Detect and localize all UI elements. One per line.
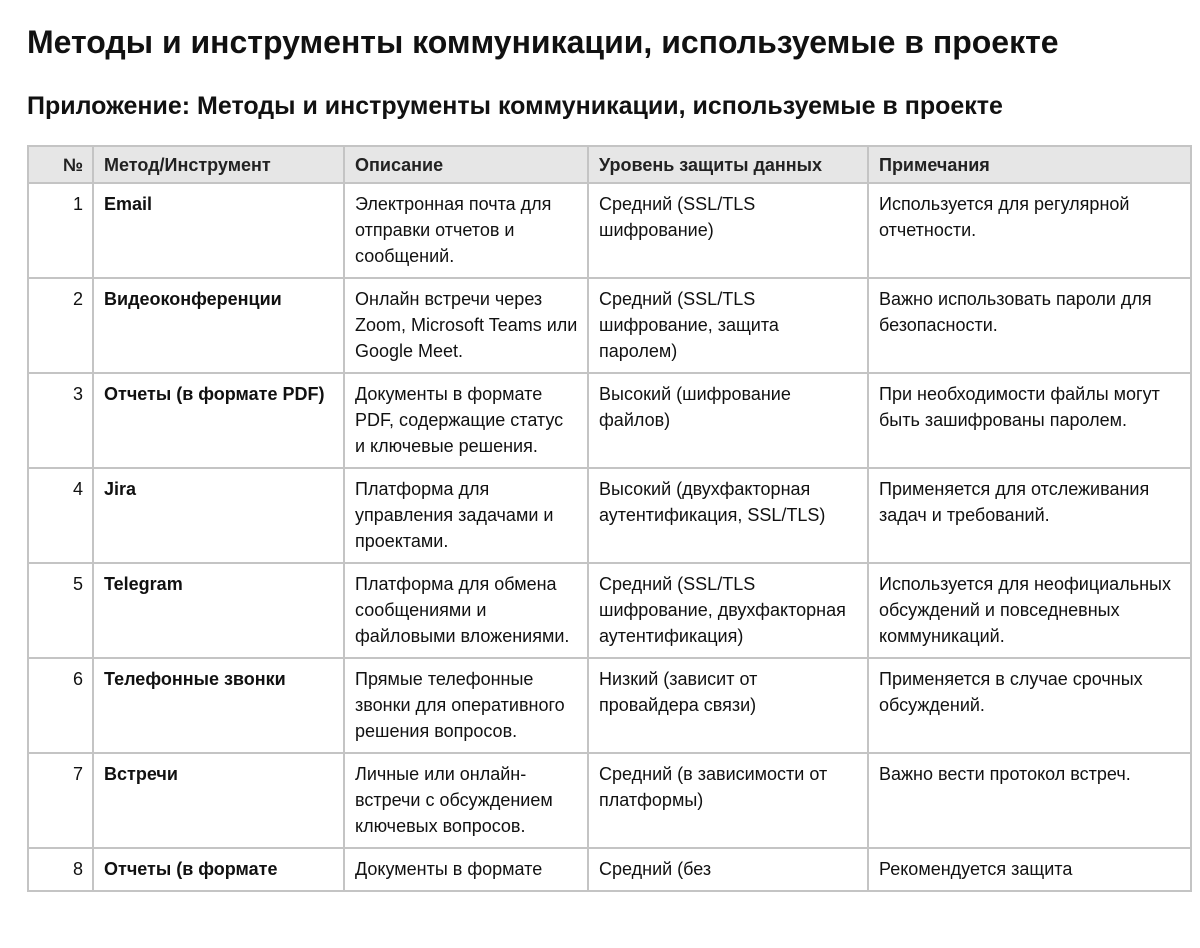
cell-method: Email [93, 183, 344, 278]
cell-num: 7 [28, 753, 93, 848]
cell-notes: Важно вести протокол встреч. [868, 753, 1191, 848]
table-row [28, 848, 1191, 891]
header-num: № [28, 146, 93, 183]
cell-description: Платформа для обмена сообщениями и файловыми вложениями. [344, 563, 588, 658]
cell-notes: Используется для регулярной отчетности. [868, 183, 1191, 278]
cell-method: Jira [93, 468, 344, 563]
cell-protection: Высокий (шифрование файлов) [588, 373, 868, 468]
cell-num: 1 [28, 183, 93, 278]
header-protection: Уровень защиты данных [588, 146, 868, 183]
cell-method: Видеоконференции [93, 278, 344, 373]
table-row [28, 658, 1191, 753]
cell-method: Телефонные звонки [93, 658, 344, 753]
cell-description: Прямые телефонные звонки для оперативного решения вопросов. [344, 658, 588, 753]
cell-notes: При необходимости файлы могут быть зашифрованы паролем. [868, 373, 1191, 468]
cell-method: Отчеты (в формате PDF) [93, 373, 344, 468]
cell-description: Личные или онлайн-встречи с обсуждением ключевых вопросов. [344, 753, 588, 848]
cell-notes: Важно использовать пароли для безопасности. [868, 278, 1191, 373]
cell-num: 2 [28, 278, 93, 373]
communication-methods-table [27, 145, 1192, 892]
header-notes: Примечания [868, 146, 1191, 183]
cell-method: Отчеты (в формате [93, 848, 344, 891]
header-method: Метод/Инструмент [93, 146, 344, 183]
cell-notes: Рекомендуется защита [868, 848, 1191, 891]
cell-description: Электронная почта для отправки отчетов и сообщений. [344, 183, 588, 278]
table-row [28, 183, 1191, 278]
cell-notes: Используется для неофициальных обсуждений и повседневных коммуникаций. [868, 563, 1191, 658]
table-row [28, 468, 1191, 563]
cell-method: Telegram [93, 563, 344, 658]
table-row [28, 753, 1191, 848]
cell-num: 6 [28, 658, 93, 753]
cell-description: Документы в формате [344, 848, 588, 891]
cell-protection: Средний (SSL/TLS шифрование) [588, 183, 868, 278]
page-title: Методы и инструменты коммуникации, используемые в проекте [27, 24, 1059, 60]
table-header-row [28, 146, 1191, 183]
cell-num: 8 [28, 848, 93, 891]
cell-protection: Средний (без [588, 848, 868, 891]
cell-protection: Низкий (зависит от провайдера связи) [588, 658, 868, 753]
cell-protection: Средний (SSL/TLS шифрование, защита паролем) [588, 278, 868, 373]
table-row [28, 373, 1191, 468]
cell-protection: Средний (SSL/TLS шифрование, двухфакторная аутентификация) [588, 563, 868, 658]
section-title: Приложение: Методы и инструменты коммуникации, используемые в проекте [27, 92, 1003, 120]
cell-notes: Применяется для отслеживания задач и требований. [868, 468, 1191, 563]
cell-description: Платформа для управления задачами и проектами. [344, 468, 588, 563]
cell-description: Онлайн встречи через Zoom, Microsoft Teams или Google Meet. [344, 278, 588, 373]
table-row [28, 278, 1191, 373]
cell-num: 3 [28, 373, 93, 468]
cell-protection: Средний (в зависимости от платформы) [588, 753, 868, 848]
cell-num: 5 [28, 563, 93, 658]
cell-method: Встречи [93, 753, 344, 848]
cell-description: Документы в формате PDF, содержащие статус и ключевые решения. [344, 373, 588, 468]
cell-protection: Высокий (двухфакторная аутентификация, SSL/TLS) [588, 468, 868, 563]
cell-notes: Применяется в случае срочных обсуждений. [868, 658, 1191, 753]
header-description: Описание [344, 146, 588, 183]
table-row [28, 563, 1191, 658]
cell-num: 4 [28, 468, 93, 563]
